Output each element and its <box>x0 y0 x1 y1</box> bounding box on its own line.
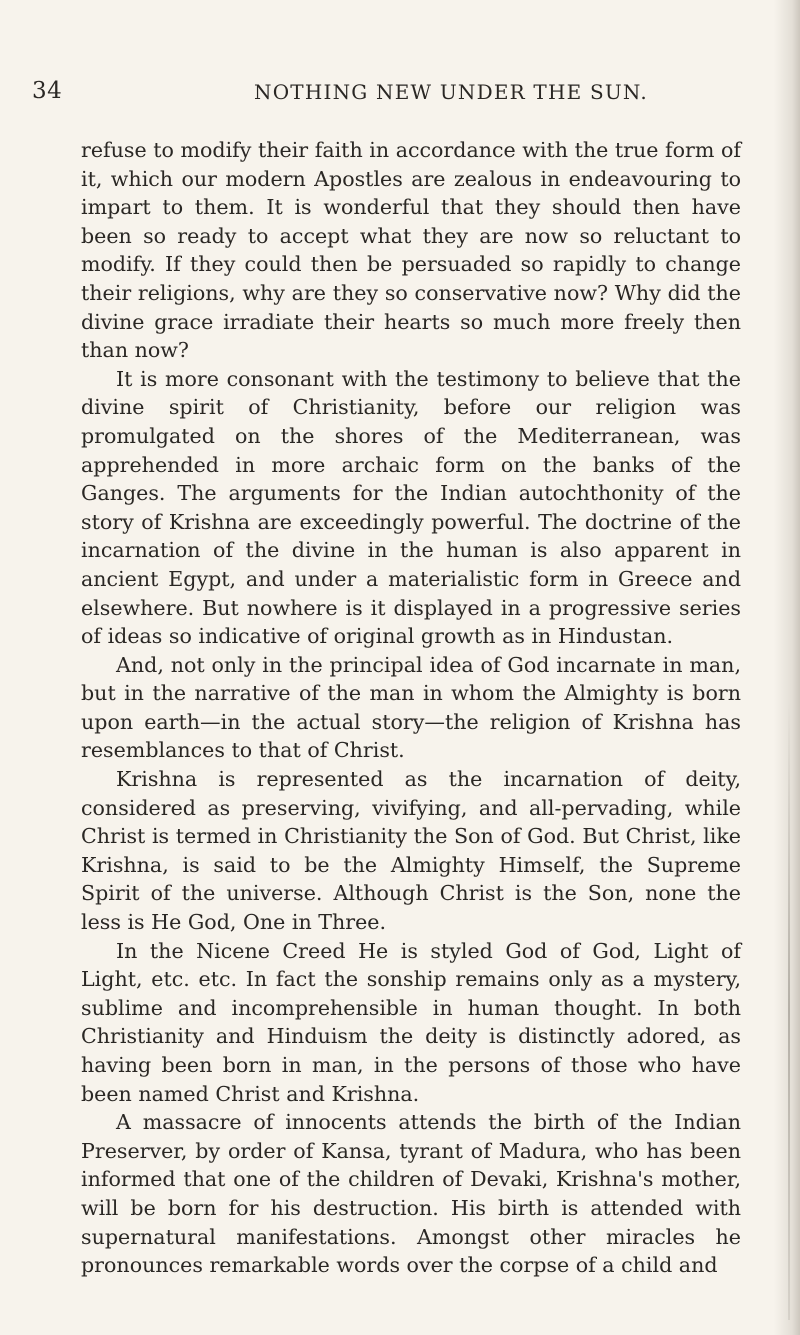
page-edge-shadow <box>774 0 800 1335</box>
page-edge-crease <box>788 700 790 1320</box>
body-text <box>81 136 741 1280</box>
paragraph: Krishna is represented as the incarnation of deity, considered as preserving, vivifying, and all-pervading, while Christ is termed in Christianity the Son of God. But Christ, like Krishna, is said to be the Almighty Himself, the Supreme Spirit of the universe. Although Christ is the Son, none the less is He God, One in Three. <box>81 767 741 935</box>
paragraph: A massacre of innocents attends the birth of the Indian Preserver, by order of Kansa, tyrant of Madura, who has been informed that one of the children of Devaki, Krishna's mother, will be born for his destruction. His birth is attended with supernatural manifestations. Amongst other miracles he pronounces remarkable words over the corpse of a child and <box>81 1110 741 1278</box>
paragraph: refuse to modify their faith in accordance with the true form of it, which our modern Apostles are zealous in endeavouring to impart to them. It is wonderful that they should then have been so ready to accept what they are now so reluctant to modify. If they could then be persuaded so rapidly to change their religions, why are they so conservative now? Why did the divine grace irradiate their hearts so much more freely then than now? <box>81 138 741 363</box>
page-header <box>32 78 722 112</box>
paragraph: In the Nicene Creed He is styled God of God, Light of Light, etc. etc. In fact the sonship remains only as a mystery, sublime and incomprehensible in human thought. In both Christianity and Hinduism the deity is distinctly adored, as having been born in man, in the persons of those who have been named Christ and Krishna. <box>81 938 741 1106</box>
paragraph: It is more consonant with the testimony to believe that the divine spirit of Christianity, before our religion was promulgated on the shores of the Mediterranean, was apprehended in more archaic form on the banks of the Ganges. The arguments for the Indian autochthonity of the story of Krishna are exceedingly powerful. The doctrine of the incarnation of the divine in the human is also apparent in ancient Egypt, and under a materialistic form in Greece and elsewhere. But nowhere is it displayed in a progressive series of ideas so indicative of original growth as in Hindustan. <box>81 366 741 649</box>
paragraph: And, not only in the principal idea of God incarnate in man, but in the narrative of the man in whom the Almighty is born upon earth—in the actual story—the religion of Krishna has resemblances to that of Christ. <box>81 652 741 763</box>
running-head: NOTHING NEW UNDER THE SUN. <box>254 80 648 104</box>
page-number: 34 <box>32 78 63 104</box>
